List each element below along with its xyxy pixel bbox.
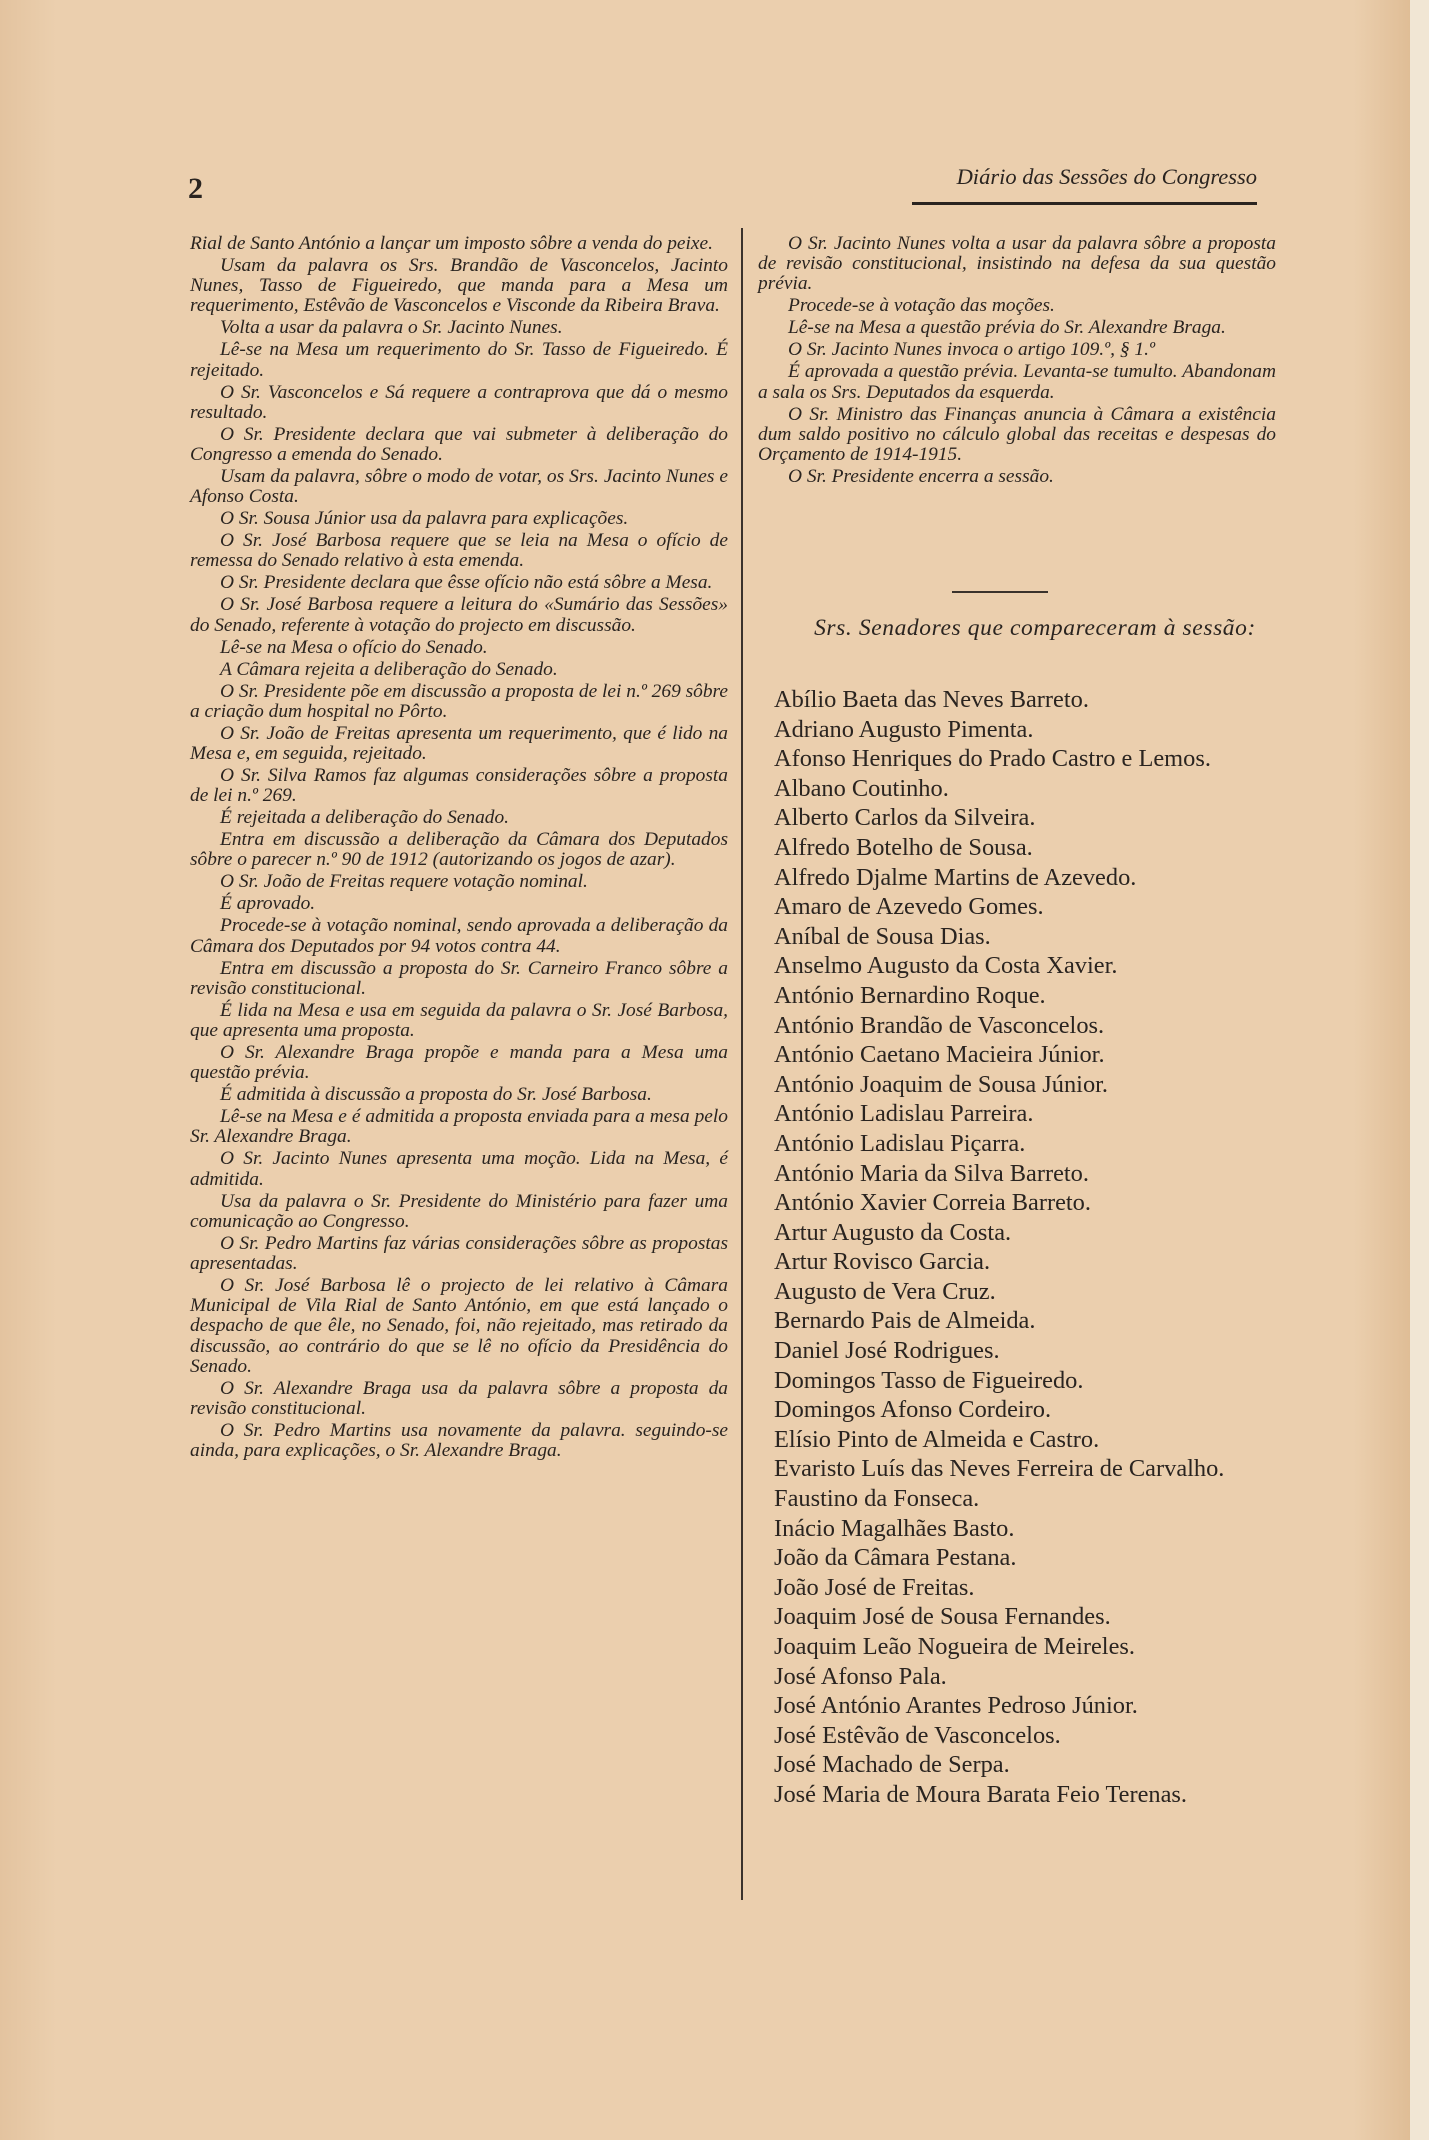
paragraph: O Sr. João de Freitas requere votação nominal.	[220, 871, 588, 893]
senator-name: António Joaquim de Sousa Júnior.	[774, 1070, 1109, 1098]
paragraph: O Sr. Presidente declara que vai submeter à deliberação do Congresso a emenda do Senado.	[190, 423, 728, 466]
senator-name: José Machado de Serpa.	[774, 1751, 1010, 1779]
senator-name: Joaquim Leão Nogueira de Meireles.	[774, 1633, 1135, 1660]
senator-name: Albano Coutinho.	[774, 774, 949, 802]
paragraph: O Sr. Presidente encerra a sessão.	[788, 466, 1054, 488]
senator-name: Artur Rovisco Garcia.	[774, 1248, 991, 1276]
paragraph: O Sr. Ministro das Finanças anuncia à Câmara a existência dum saldo positivo no cálculo global das receitas e despesas do Orçamento de 1914-1915.	[758, 403, 1276, 466]
paragraph: Procede-se à votação nominal, sendo aprovada a deliberação da Câmara dos Deputados por 94 votos contra 44.	[190, 915, 728, 957]
senator-name: António Ladislau Piçarra.	[774, 1129, 1026, 1157]
senator-name: Afonso Henriques do Prado Castro e Lemos.	[774, 745, 1211, 773]
senator-name: José António Arantes Pedroso Júnior.	[774, 1692, 1138, 1720]
paragraph: Lê-se na Mesa e é admitida a proposta enviada para a mesa pelo Sr. Alexandre Braga.	[190, 1106, 728, 1148]
senator-name: Faustino da Fonseca.	[774, 1485, 980, 1513]
senator-name: Amaro de Azevedo Gomes.	[774, 893, 1044, 921]
senator-name: Domingos Afonso Cordeiro.	[774, 1396, 1052, 1424]
paragraph: O Sr. Alexandre Braga usa da palavra sôbre a proposta da revisão constitucional.	[190, 1377, 728, 1420]
senator-name: Daniel José Rodrigues.	[774, 1337, 1000, 1365]
senator-name: João da Câmara Pestana.	[774, 1544, 1017, 1572]
paragraph: A Câmara rejeita a deliberação do Senado.	[220, 658, 558, 680]
paragraph: É admitida à discussão a proposta do Sr. José Barbosa.	[220, 1084, 652, 1106]
senators-list	[746, 685, 1276, 1810]
senator-name: Artur Augusto da Costa.	[774, 1218, 1012, 1246]
paragraph: Rial de Santo António a lançar um imposto sôbre a venda do peixe.	[190, 233, 713, 254]
senator-name: Alfredo Djalme Martins de Azevedo.	[774, 863, 1137, 891]
senator-name: José Maria de Moura Barata Feio Terenas.	[774, 1780, 1188, 1808]
senator-name: António Bernardino Roque.	[774, 981, 1046, 1009]
senator-name: António Brandão de Vasconcelos.	[774, 1011, 1105, 1039]
paragraph: Entra em discussão a proposta do Sr. Carneiro Franco sôbre a revisão constitucional.	[190, 957, 728, 999]
left-column	[190, 234, 728, 1463]
senator-name: Abílio Baeta das Neves Barreto.	[774, 686, 1089, 713]
paragraph: O Sr. Jacinto Nunes apresenta uma moção. Lida na Mesa, é admitida.	[190, 1148, 728, 1190]
paragraph: É aprovado.	[220, 893, 316, 915]
column-divider	[741, 228, 743, 1900]
paragraph: Usam da palavra os Srs. Brandão de Vasconcelos, Jacinto Nunes, Tasso de Figueiredo, que manda para a Mesa um requerimento, Estêvão de Vasconcelos e Visconde da Ribeira Brava.	[190, 255, 728, 317]
header-rule	[912, 202, 1257, 205]
senator-name: Aníbal de Sousa Dias.	[774, 922, 991, 950]
section-rule	[952, 591, 1048, 593]
paragraph: O Sr. Sousa Júnior usa da palavra para explicações.	[220, 508, 629, 530]
paragraph: É lida na Mesa e usa em seguida da palavra o Sr. José Barbosa, que apresenta uma proposta.	[190, 999, 728, 1042]
paragraph: O Sr. Jacinto Nunes volta a usar da palavra sôbre a proposta de revisão constitucional, insistindo na defesa da sua questão prévia.	[758, 233, 1276, 295]
paragraph: O Sr. José Barbosa lê o projecto de lei relativo à Câmara Municipal de Vila Rial de Santo António, em que está lançado o despacho de que êle, no Senado, foi, não rejeitado, mas retirado da discussão, ao contrário do que se lê no ofício da Presidência do Senado.	[190, 1275, 728, 1377]
senator-name: Anselmo Augusto da Costa Xavier.	[774, 952, 1118, 980]
senator-name: José Estêvão de Vasconcelos.	[774, 1721, 1061, 1749]
senator-name: António Xavier Correia Barreto.	[774, 1189, 1091, 1217]
paragraph: É rejeitada a deliberação do Senado.	[220, 807, 510, 829]
paragraph: O Sr. Pedro Martins faz várias considerações sôbre as propostas apresentadas.	[190, 1232, 728, 1275]
senator-name: Domingos Tasso de Figueiredo.	[774, 1366, 1084, 1394]
paragraph: O Sr. Silva Ramos faz algumas considerações sôbre a proposta de lei n.º 269.	[190, 765, 728, 807]
senator-name: Augusto de Vera Cruz.	[774, 1277, 996, 1305]
right-column	[758, 234, 1276, 489]
paragraph: O Sr. José Barbosa requere a leitura do «Sumário das Sessões» do Senado, referente à votação do projecto em discussão.	[190, 594, 728, 636]
senator-name: Evaristo Luís das Neves Ferreira de Carvalho.	[774, 1455, 1225, 1483]
paragraph: Usa da palavra o Sr. Presidente do Ministério para fazer uma comunicação ao Congresso.	[190, 1190, 728, 1232]
senator-name: António Ladislau Parreira.	[774, 1100, 1034, 1128]
paragraph: Lê-se na Mesa o ofício do Senado.	[220, 636, 488, 658]
paragraph: O Sr. Pedro Martins usa novamente da palavra. seguindo-se ainda, para explicações, o Sr. Alexandre Braga.	[190, 1420, 728, 1462]
senator-name: António Maria da Silva Barreto.	[774, 1159, 1089, 1187]
senators-heading: Srs. Senadores que compareceram à sessão:	[814, 615, 1256, 641]
paragraph: O Sr. Presidente põe em discussão a proposta de lei n.º 269 sôbre a criação dum hospital no Pôrto.	[190, 680, 728, 722]
paragraph: O Sr. Jacinto Nunes invoca o artigo 109.º, § 1.º	[788, 339, 1155, 361]
running-title: Diário das Sessões do Congresso	[956, 164, 1257, 189]
paragraph: Volta a usar da palavra o Sr. Jacinto Nunes.	[220, 317, 563, 339]
paragraph: Lê-se na Mesa a questão prévia do Sr. Alexandre Braga.	[788, 317, 1226, 339]
paragraph: O Sr. José Barbosa requere que se leia na Mesa o ofício de remessa do Senado relativo à esta emenda.	[190, 530, 728, 572]
senator-name: Joaquim José de Sousa Fernandes.	[774, 1603, 1111, 1631]
senator-name: Alfredo Botelho de Sousa.	[774, 833, 1033, 861]
senator-name: Inácio Magalhães Basto.	[774, 1514, 1015, 1542]
senator-name: Alberto Carlos da Silveira.	[774, 804, 1036, 832]
senator-name: Bernardo Pais de Almeida.	[774, 1307, 1036, 1335]
page-number: 2	[188, 172, 203, 205]
paragraph: É aprovada a questão prévia. Levanta-se tumulto. Abandonam a sala os Srs. Deputados da esquerda.	[758, 361, 1276, 403]
paragraph: O Sr. Vasconcelos e Sá requere a contraprova que dá o mesmo resultado.	[190, 381, 728, 423]
paragraph: Entra em discussão a deliberação da Câmara dos Deputados sôbre o parecer n.º 90 de 1912 (autorizando os jogos de azar).	[190, 829, 728, 871]
paragraph: Procede-se à votação das moções.	[788, 295, 1055, 317]
paragraph: O Sr. João de Freitas apresenta um requerimento, que é lido na Mesa e, em seguida, rejeitado.	[190, 722, 728, 765]
senator-name: Adriano Augusto Pimenta.	[774, 715, 1034, 743]
paragraph: Usam da palavra, sôbre o modo de votar, os Srs. Jacinto Nunes e Afonso Costa.	[190, 466, 728, 508]
senator-name: António Caetano Macieira Júnior.	[774, 1041, 1105, 1069]
senator-name: João José de Freitas.	[774, 1573, 975, 1601]
page-edge	[1410, 0, 1429, 2140]
paragraph: O Sr. Alexandre Braga propõe e manda para a Mesa uma questão prévia.	[190, 1042, 728, 1084]
paragraph: Lê-se na Mesa um requerimento do Sr. Tasso de Figueiredo. É rejeitado.	[190, 339, 728, 381]
paragraph: O Sr. Presidente declara que êsse ofício não está sôbre a Mesa.	[220, 572, 713, 594]
senator-name: Elísio Pinto de Almeida e Castro.	[774, 1425, 1100, 1453]
senator-name: José Afonso Pala.	[774, 1662, 947, 1690]
